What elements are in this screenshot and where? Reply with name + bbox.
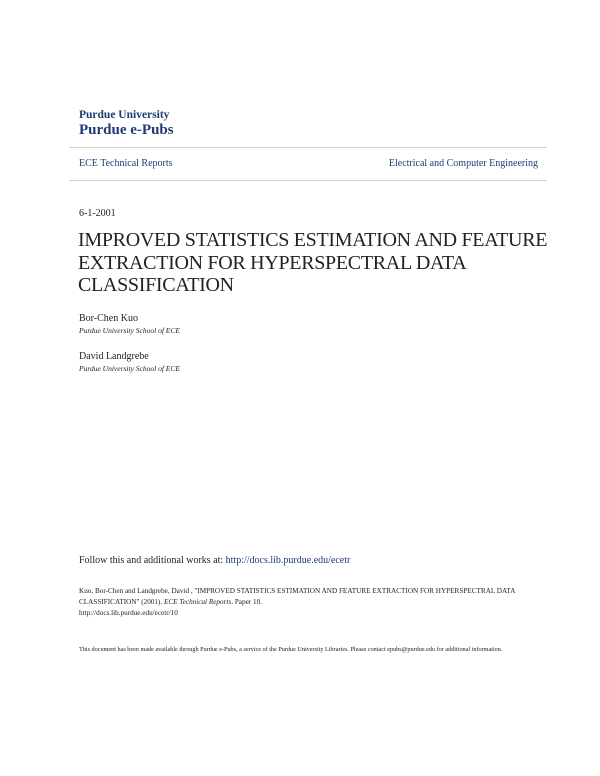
repository-name[interactable]: Purdue e-Pubs [79,122,174,138]
follow-text: Follow this and additional works at: [79,555,226,566]
collection-url-link[interactable]: http://docs.lib.purdue.edu/ecetr [225,555,351,566]
document-title: IMPROVED STATISTICS ESTIMATION AND FEATURE EXTRACTION FOR HYPERSPECTRAL DATA CLASSIFICATION [78,229,548,296]
citation-text: Kuo, Bor-Chen and Landgrebe, David , "IMPROVED STATISTICS ESTIMATION AND FEATURE EXTRACTION FOR HYPERSPECTRAL DATA CLASSIFICATION" (2001). [79,587,515,606]
author-name: David Landgrebe [79,351,149,362]
publication-date: 6-1-2001 [79,208,116,219]
divider-bottom [69,180,547,181]
divider-top [69,147,547,148]
availability-notice: This document has been made available through Purdue e-Pubs, a service of the Purdue University Libraries. Please contact epubs@purdue.edu for additional information. [79,646,503,653]
citation-paper: . Paper 10. [231,598,262,606]
author-affiliation: Purdue University School of ECE [79,364,180,373]
author-affiliation: Purdue University School of ECE [79,326,180,335]
follow-line [79,555,350,566]
department-link[interactable]: Electrical and Computer Engineering [388,158,538,169]
recommended-citation [79,586,534,619]
collection-link[interactable]: ECE Technical Reports [79,158,173,169]
author-name: Bor-Chen Kuo [79,313,138,324]
university-name[interactable]: Purdue University [79,109,170,121]
citation-series: ECE Technical Reports [164,598,232,606]
citation-url[interactable]: http://docs.lib.purdue.edu/ecetr/10 [79,609,178,617]
